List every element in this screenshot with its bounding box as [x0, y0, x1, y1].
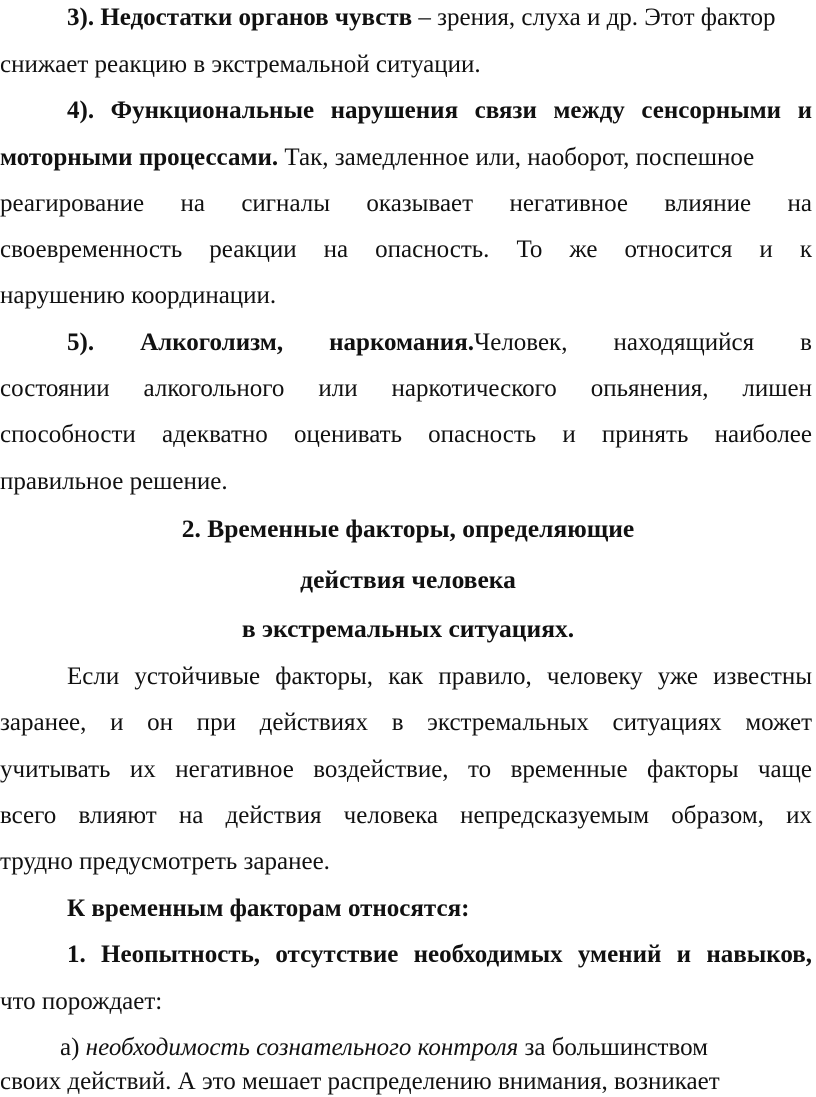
paragraph-line-1: Если устойчивые факторы, как правило, человеку уже известны	[67, 663, 812, 690]
item-5-text: Человек, находящийся в	[473, 329, 812, 356]
item-4-text: Так, замедленное или, наоборот, поспешное	[278, 144, 755, 171]
item-5-line-4: правильное решение.	[0, 468, 228, 495]
temporal-factors-intro: К временным факторам относятся:	[67, 895, 470, 922]
paragraph-line-2: заранее, и он при действиях в экстремальных ситуациях может	[0, 709, 812, 736]
item-4-line-5: нарушению координации.	[0, 282, 277, 309]
sub-item-a-after: за большинством	[518, 1034, 708, 1061]
item-3-label: 3). Недостатки органов чувств	[67, 4, 413, 31]
item-5-line-3: способности адекватно оценивать опасность и принять наиболее	[0, 421, 812, 448]
section-heading-line-2: действия человека	[300, 565, 516, 594]
sub-item-a-line-2: своих действий. А это мешает распределению внимания, возникает	[0, 1068, 720, 1095]
item-5-line-1	[0, 328, 812, 358]
sub-item-a-italic: необходимость сознательного контроля	[85, 1034, 519, 1061]
sub-item-a-marker: а)	[60, 1034, 80, 1061]
factor-1-continuation: что порождает:	[0, 988, 163, 1015]
item-4-line-2	[0, 143, 812, 173]
paragraph-line-3: учитывать их негативное воздействие, то временные факторы чаще	[0, 756, 812, 783]
item-4-label: моторными процессами.	[0, 144, 279, 171]
item-3-line-1	[0, 3, 812, 33]
section-heading-line-1: 2. Временные факторы, определяющие	[181, 514, 635, 543]
paragraph-line-5: трудно предусмотреть заранее.	[0, 848, 330, 875]
paragraph-line-4: всего влияют на действия человека непредсказуемым образом, их	[0, 802, 812, 829]
item-3-line-2: снижает реакцию в экстремальной ситуации.	[0, 51, 481, 78]
item-5-label: 5). Алкоголизм, наркомания.	[67, 329, 474, 356]
factor-1-label-line: 1. Неопытность, отсутствие необходимых умений и навыков,	[67, 941, 812, 968]
section-heading-line-3: в экстремальных ситуациях.	[241, 614, 575, 643]
item-4-line-3: реагирование на сигналы оказывает негативное влияние на	[0, 190, 812, 217]
sub-item-a-line-1	[0, 1033, 812, 1063]
item-4-label-line-1: 4). Функциональные нарушения связи между сенсорными и	[67, 97, 812, 124]
item-3-text: – зрения, слуха и др. Этот фактор	[412, 4, 776, 31]
item-4-line-4: своевременность реакции на опасность. То же относится и к	[0, 236, 812, 263]
item-5-line-2: состоянии алкогольного или наркотического опьянения, лишен	[0, 375, 812, 402]
